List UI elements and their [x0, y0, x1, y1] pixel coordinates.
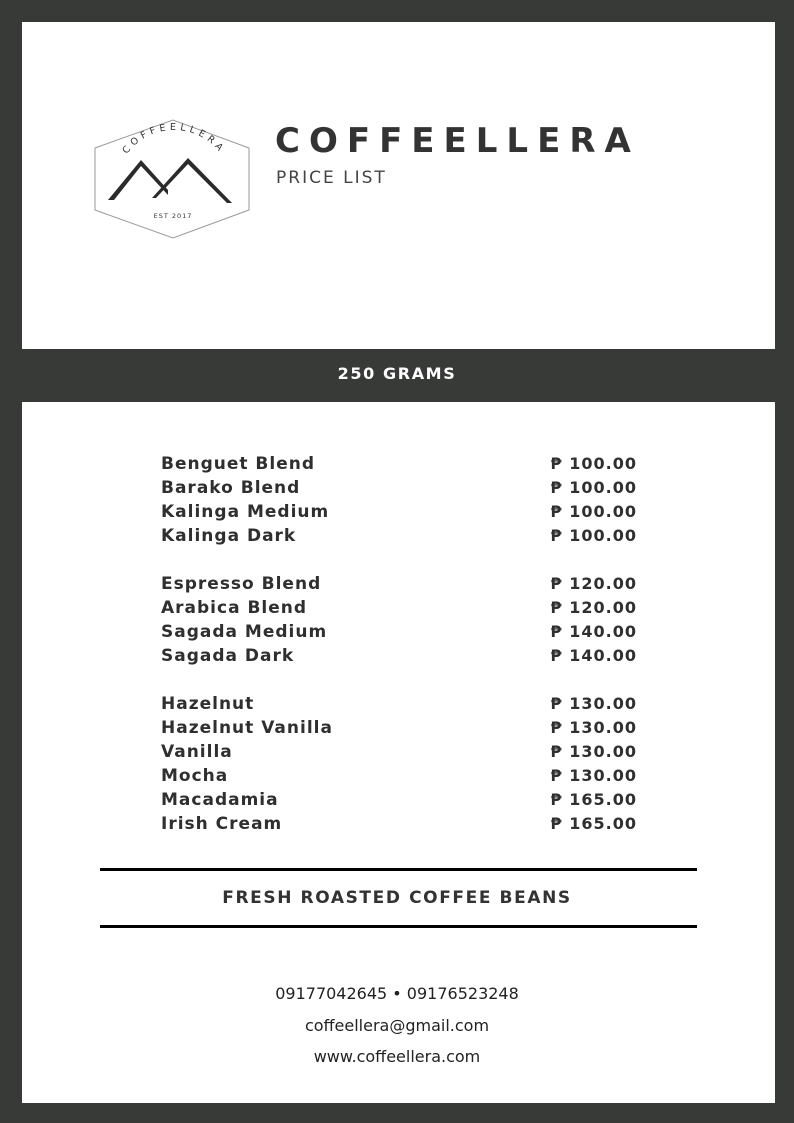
- price-group: [161, 692, 637, 836]
- item-name: Arabica Blend: [161, 598, 308, 618]
- item-price: ₱ 140.00: [550, 646, 637, 665]
- price-row: [161, 716, 637, 740]
- coffeellera-logo: [94, 118, 252, 240]
- item-price: ₱ 140.00: [550, 622, 637, 641]
- item-name: Hazelnut: [161, 694, 255, 714]
- price-row: [161, 692, 637, 716]
- price-group: [161, 452, 637, 548]
- price-row: [161, 788, 637, 812]
- price-row: [161, 812, 637, 836]
- item-name: Barako Blend: [161, 478, 301, 498]
- item-price: ₱ 120.00: [550, 598, 637, 617]
- logo-arc-text: COFFEELLERA: [120, 121, 228, 157]
- item-price: ₱ 100.00: [550, 502, 637, 521]
- contact-website[interactable]: www.coffeellera.com: [313, 1047, 481, 1066]
- item-name: Kalinga Dark: [161, 526, 297, 546]
- item-name: Sagada Dark: [161, 646, 295, 666]
- item-name: Hazelnut Vanilla: [161, 718, 333, 738]
- item-name: Benguet Blend: [161, 454, 316, 474]
- item-price: ₱ 100.00: [550, 454, 637, 473]
- item-name: Irish Cream: [161, 814, 283, 834]
- divider-top: [100, 868, 697, 871]
- item-price: ₱ 130.00: [550, 742, 637, 761]
- brand-title: COFFEELLERA: [275, 121, 640, 161]
- price-row: [161, 572, 637, 596]
- item-name: Macadamia: [161, 790, 279, 810]
- header-panel: [22, 22, 775, 349]
- price-list: [161, 452, 637, 860]
- price-group: [161, 572, 637, 668]
- item-name: Espresso Blend: [161, 574, 322, 594]
- contact-email[interactable]: coffeellera@gmail.com: [304, 1016, 490, 1035]
- item-price: ₱ 165.00: [550, 790, 637, 809]
- price-row: [161, 524, 637, 548]
- brand-subtitle: PRICE LIST: [276, 168, 387, 188]
- tagline: FRESH ROASTED COFFEE BEANS: [222, 888, 572, 908]
- item-name: Kalinga Medium: [161, 502, 330, 522]
- item-price: ₱ 130.00: [550, 718, 637, 737]
- item-price: ₱ 100.00: [550, 478, 637, 497]
- logo-est-text: EST 2017: [153, 212, 193, 220]
- item-name: Sagada Medium: [161, 622, 328, 642]
- price-row: [161, 476, 637, 500]
- item-name: Mocha: [161, 766, 229, 786]
- item-price: ₱ 120.00: [550, 574, 637, 593]
- mountain-icon: [152, 158, 232, 203]
- price-row: [161, 620, 637, 644]
- item-name: Vanilla: [161, 742, 233, 762]
- price-row: [161, 740, 637, 764]
- price-row: [161, 596, 637, 620]
- divider-bottom: [100, 925, 697, 928]
- price-row: [161, 452, 637, 476]
- item-price: ₱ 130.00: [550, 766, 637, 785]
- price-row: [161, 764, 637, 788]
- price-row: [161, 644, 637, 668]
- price-row: [161, 500, 637, 524]
- item-price: ₱ 130.00: [550, 694, 637, 713]
- item-price: ₱ 100.00: [550, 526, 637, 545]
- item-price: ₱ 165.00: [550, 814, 637, 833]
- contact-phones: 09177042645 • 09176523248: [275, 984, 519, 1003]
- section-label: 250 GRAMS: [337, 364, 457, 383]
